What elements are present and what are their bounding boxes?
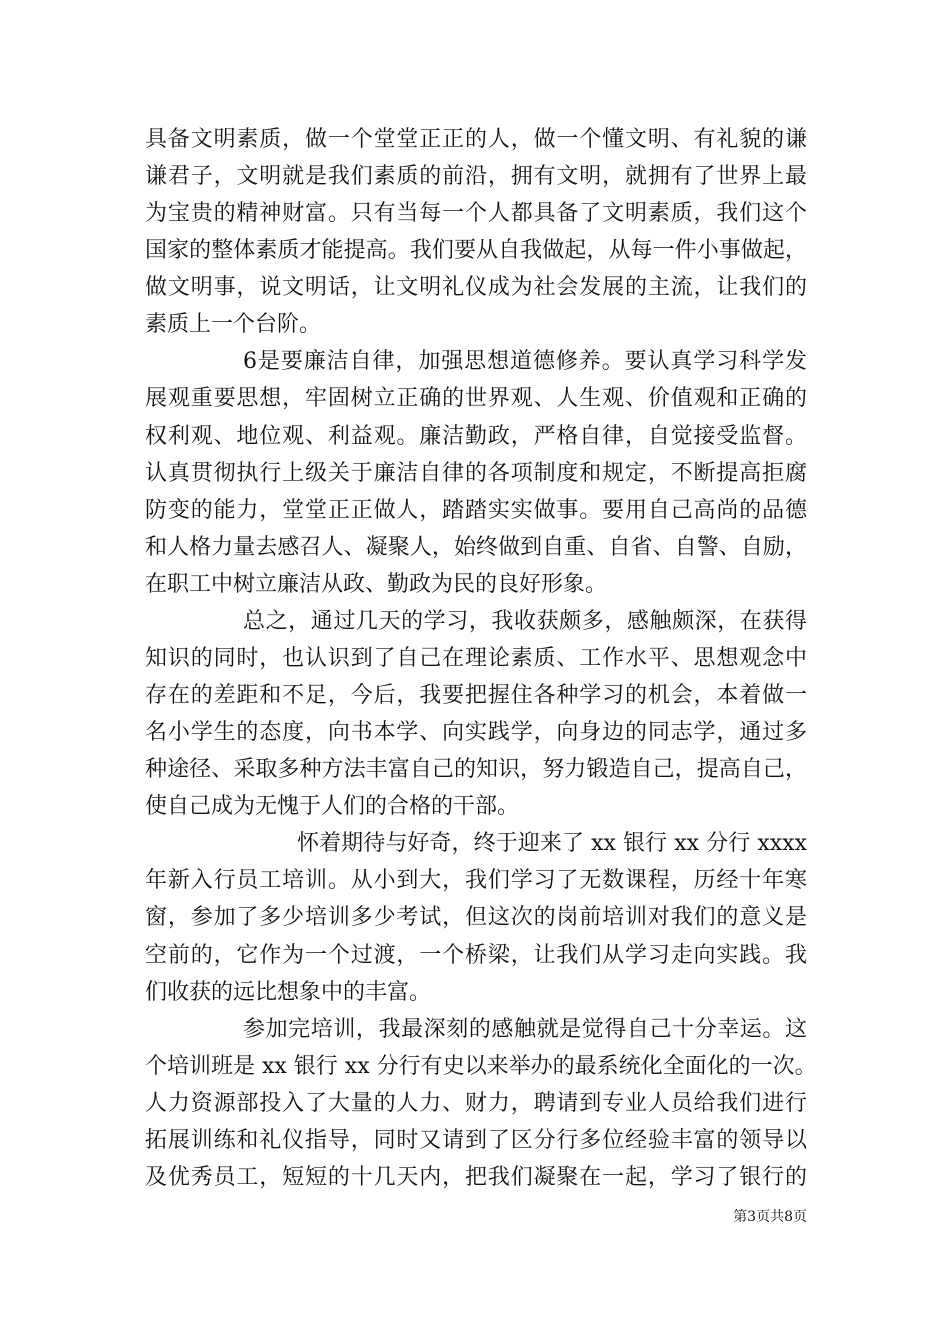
paragraph-line: 6是要廉洁自律，加强思想道德修养。要认真学习科学发 (243, 349, 807, 375)
paragraph-line: 认真贯彻执行上级关于廉洁自律的各项制度和规定，不断提高拒腐 (145, 460, 807, 486)
paragraph-line: 谦君子，文明就是我们素质的前沿，拥有文明，就拥有了世界上最 (145, 164, 807, 190)
paragraph-line: 素质上一个台阶。 (145, 312, 322, 338)
paragraph-line: 具备文明素质，做一个堂堂正正的人，做一个懂文明、有礼貌的谦 (145, 127, 807, 152)
paragraph-line: 为宝贵的精神财富。只有当每一个人都具备了文明素质，我们这个 (145, 201, 807, 227)
paragraph-line: 参加完培训，我最深刻的感触就是觉得自己十分幸运。这 (243, 1016, 807, 1042)
paragraph-line: 年新入行员工培训。从小到大，我们学习了无数课程，历经十年寒 (145, 868, 807, 894)
paragraph-line: 做文明事，说文明话，让文明礼仪成为社会发展的主流，让我们的 (145, 275, 807, 301)
paragraph-line: 在职工中树立廉洁从政、勤政为民的良好形象。 (145, 571, 608, 597)
paragraph-line: 人力资源部投入了大量的人力、财力，聘请到专业人员给我们进行 (145, 1090, 807, 1116)
paragraph-line: 权利观、地位观、利益观。廉洁勤政，严格自律，自觉接受监督。 (145, 423, 807, 449)
paragraph-line: 防变的能力，堂堂正正做人，踏踏实实做事。要用自己高尚的品德 (145, 497, 807, 523)
paragraph-line: 名小学生的态度，向书本学、向实践学，向身边的同志学，通过多 (145, 720, 807, 746)
paragraph-line: 窗，参加了多少培训多少考试，但这次的岗前培训对我们的意义是 (145, 905, 807, 931)
paragraph-line: 拓展训练和礼仪指导，同时又请到了区分行多位经验丰富的领导以 (145, 1127, 807, 1153)
paragraph-line: 种途径、采取多种方法丰富自己的知识，努力锻造自己，提高自己， (145, 757, 807, 783)
paragraph-line: 展观重要思想，牢固树立正确的世界观、人生观、价值观和正确的 (145, 386, 807, 412)
paragraph-line: 及优秀员工，短短的十几天内，把我们凝聚在一起，学习了银行的 (145, 1164, 807, 1190)
paragraph-line: 知识的同时，也认识到了自己在理论素质、工作水平、思想观念中 (145, 645, 807, 671)
paragraph-line: 国家的整体素质才能提高。我们要从自我做起，从每一件小事做起， (145, 238, 807, 264)
paragraph-line: 存在的差距和不足，今后，我要把握住各种学习的机会，本着做一 (145, 683, 807, 709)
paragraph-line: 总之，通过几天的学习，我收获颇多，感触颇深，在获得 (243, 608, 807, 634)
paragraph-line: 空前的，它作为一个过渡，一个桥梁，让我们从学习走向实践。我 (145, 942, 807, 968)
paragraph-line: 和人格力量去感召人、凝聚人，始终做到自重、自省、自警、自励， (145, 534, 807, 560)
page-number-footer: 第3页共8页 (733, 1209, 807, 1225)
paragraph-line: 们收获的远比想象中的丰富。 (145, 979, 432, 1005)
paragraph-line: 使自己成为无愧于人们的合格的干部。 (145, 794, 520, 820)
paragraph-line: 个培训班是 xx 银行 xx 分行有史以来举办的最系统化全面化的一次。 (145, 1053, 817, 1079)
paragraph-line: 怀着期待与好奇，终于迎来了 xx 银行 xx 分行 xxxx (297, 831, 807, 857)
